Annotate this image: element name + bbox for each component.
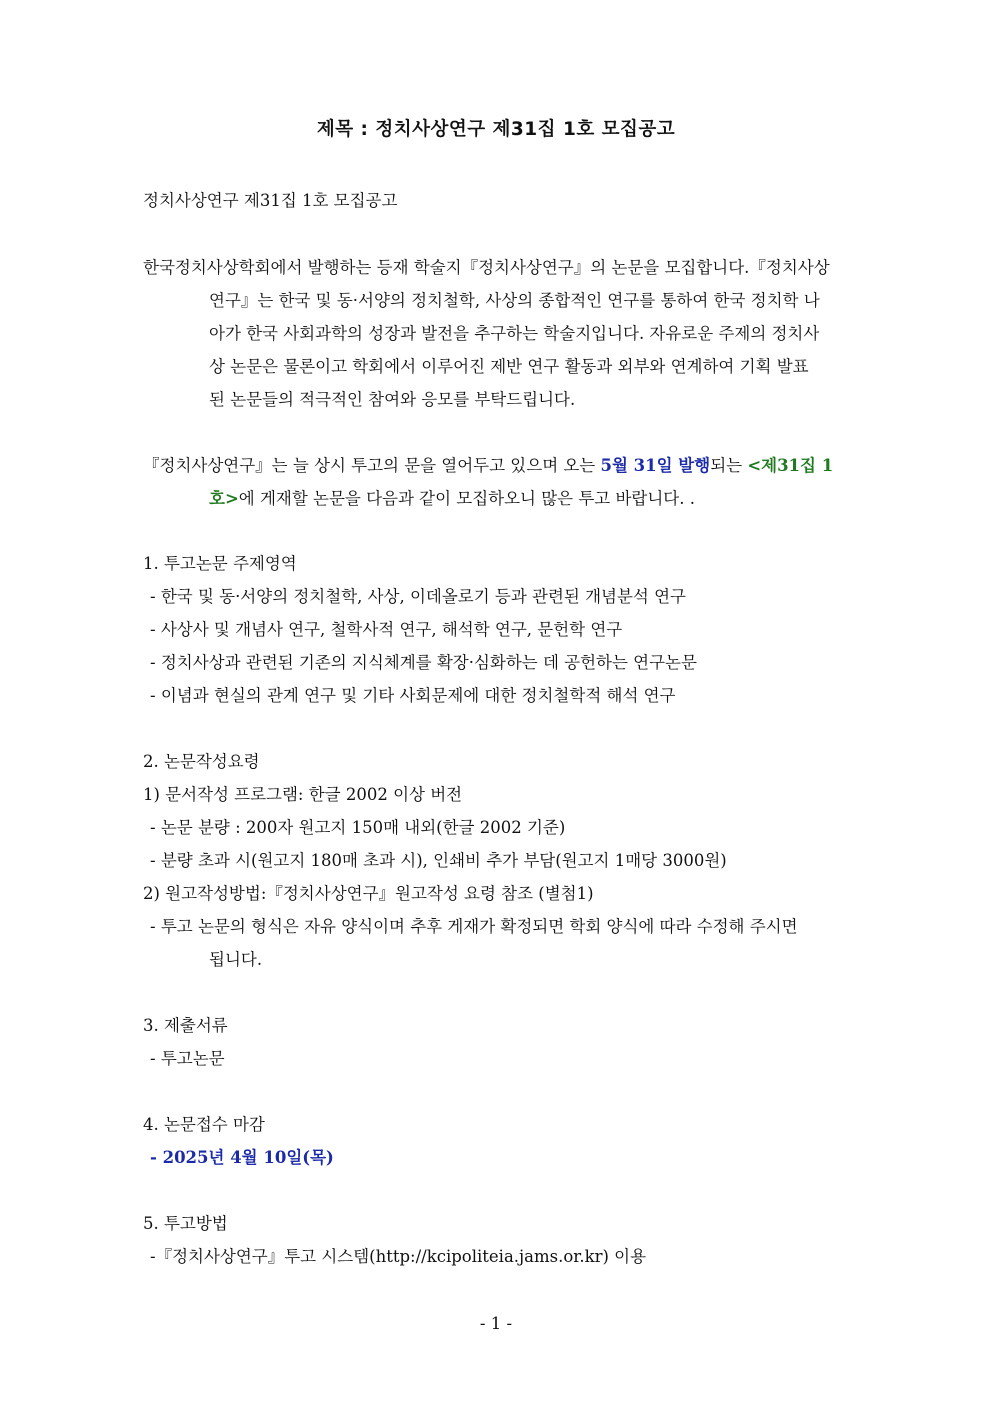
section-2-sub-2-item-b: 됩니다. [209,950,263,969]
section-2-sub-2-item-a: - 투고 논문의 형식은 자유 양식이며 추후 게재가 확정되면 학회 양식에 따라 수정해 주시면 [150,917,798,936]
deadline-date: 2025년 4월 10일(목) [162,1148,334,1167]
intro-line-2: 연구』는 한국 및 동·서양의 정치철학, 사상의 종합적인 연구를 통하여 한국 정치학 나 [209,291,820,310]
section-5-item: -『정치사상연구』투고 시스템(http://kcipoliteia.jams.or.kr) 이용 [150,1247,647,1266]
section-3-heading: 3. 제출서류 [143,1016,228,1035]
section-5-heading: 5. 투고방법 [143,1214,228,1233]
section-2-sub-2: 2) 원고작성방법:『정치사상연구』원고작성 요령 참조 (별첨1) [143,884,594,903]
subtitle: 정치사상연구 제31집 1호 모집공고 [143,191,398,210]
call-text-1: 『정치사상연구』는 늘 상시 투고의 문을 열어두고 있으며 오는 [143,456,601,475]
section-2-sub-1: 1) 문서작성 프로그램: 한글 2002 이상 버전 [143,785,463,804]
page-number: - 1 - [479,1314,513,1333]
section-1-item: - 사상사 및 개념사 연구, 철학사적 연구, 해석학 연구, 문헌학 연구 [150,620,623,639]
call-line-2 [143,488,695,510]
section-2-sub-1-item: - 논문 분량 : 200자 원고지 150매 내외(한글 2002 기준) [150,818,566,837]
section-1-heading: 1. 투고논문 주제영역 [143,554,297,573]
document-title: 제목 : 정치사상연구 제31집 1호 모집공고 [316,119,676,140]
section-3-item: - 투고논문 [150,1049,225,1068]
section-2-sub-1-item: - 분량 초과 시(원고지 180매 초과 시), 인쇄비 추가 부담(원고지 1매당 3000원) [150,851,727,870]
section-1-item: - 이념과 현실의 관계 연구 및 기타 사회문제에 대한 정치철학적 해석 연구 [150,686,676,705]
section-1-item: - 한국 및 동·서양의 정치철학, 사상, 이데올로기 등과 관련된 개념분석 연구 [150,587,686,606]
call-line-1 [143,455,833,477]
section-4-item [150,1147,334,1169]
section-1-item: - 정치사상과 관련된 기존의 지식체계를 확장·심화하는 데 공헌하는 연구논문 [150,653,697,672]
call-text-3: 에 게재할 논문을 다음과 같이 모집하오니 많은 투고 바랍니다. . [238,489,695,508]
issue-label-a: <제31집 1 [747,456,834,475]
section-4-heading: 4. 논문접수 마감 [143,1115,265,1134]
intro-line-4: 상 논문은 물론이고 학회에서 이루어진 제반 연구 활동과 외부와 연계하여 기획 발표 [209,357,809,376]
intro-line-5: 된 논문들의 적극적인 참여와 응모를 부탁드립니다. [209,390,576,409]
deadline-dash: - [150,1148,163,1167]
call-text-2: 되는 [710,456,748,475]
issue-label-b: 호> [209,489,239,508]
section-2-heading: 2. 논문작성요령 [143,752,260,771]
intro-line-3: 아가 한국 사회과학의 성장과 발전을 추구하는 학술지입니다. 자유로운 주제의 정치사 [209,324,820,343]
intro-line-1: 한국정치사상학회에서 발행하는 등재 학술지『정치사상연구』의 논문을 모집합니다.『정치사상 [143,258,830,277]
publication-date: 5월 31일 발행 [600,456,711,475]
